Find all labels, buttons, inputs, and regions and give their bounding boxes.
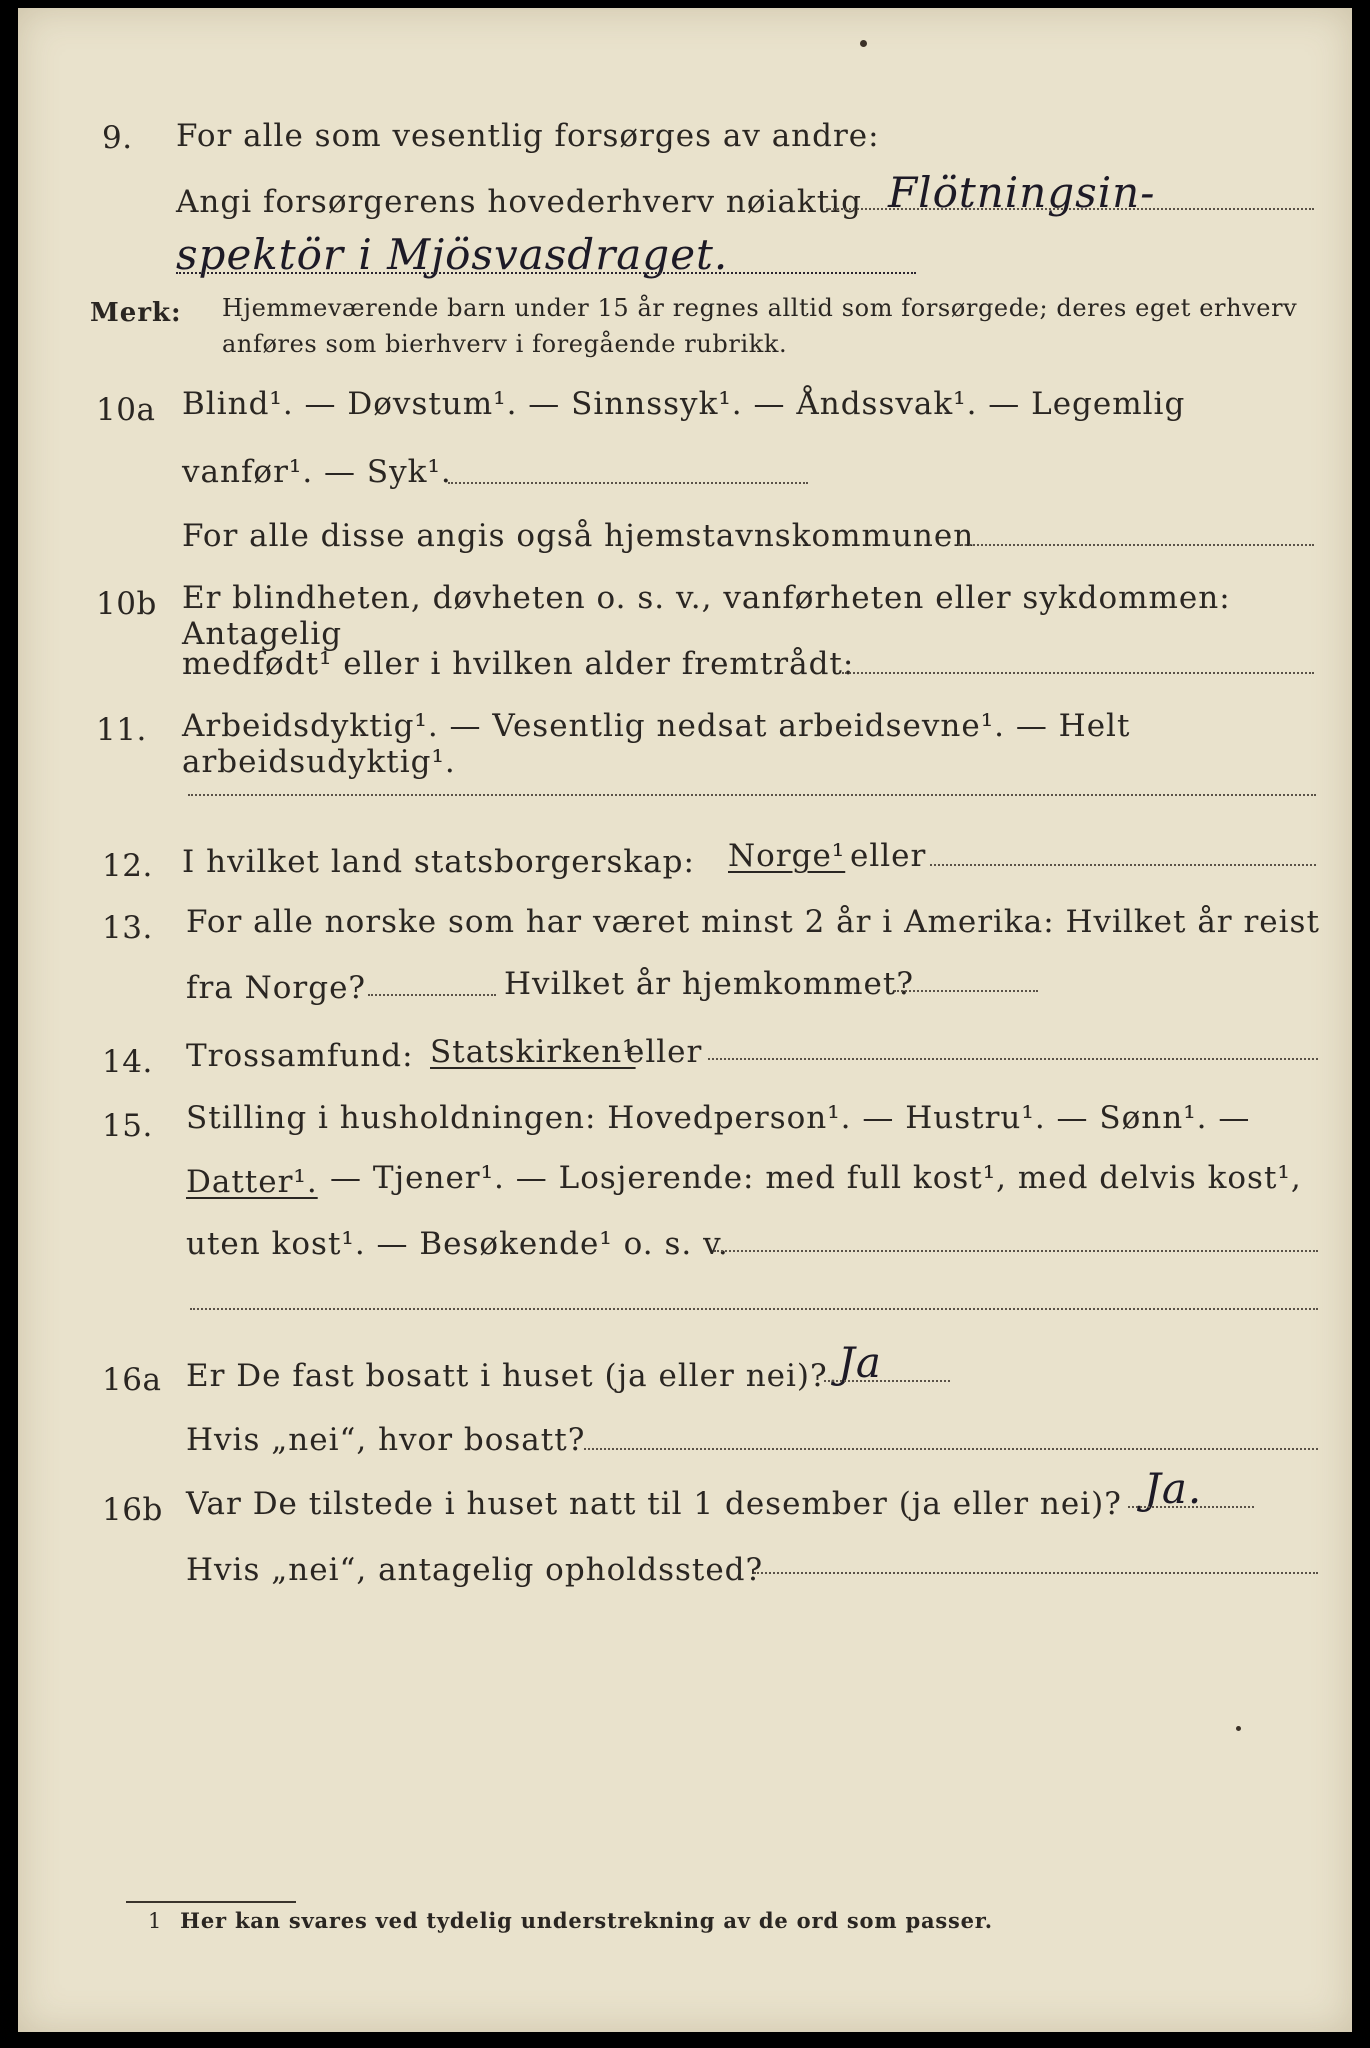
q14-prefix: Trossamfund: (186, 1038, 414, 1074)
q16a-blank (824, 1380, 950, 1382)
q12-number: 12. (102, 848, 153, 884)
q10a-line3: For alle disse angis også hjemstavnskommunen (182, 518, 975, 554)
q9-handwritten-answer-1: Flötningsin- (888, 168, 1156, 217)
q14-number: 14. (102, 1044, 153, 1080)
q10b-line2: medfødt¹ eller i hvilken alder fremtrådt: (182, 646, 855, 682)
q10a-line2-blank (448, 482, 808, 484)
q14-underlined-statskirken: Statskirken¹ (430, 1034, 636, 1070)
q9-number: 9. (102, 120, 133, 156)
footnote-text: Her kan svares ved tydelig understrekning av de ord som passer. (180, 1908, 993, 1933)
ink-speck (860, 40, 867, 47)
footnote-rule (126, 1901, 296, 1903)
footnote-marker: 1 (148, 1909, 163, 1933)
q10a-line2: vanfør¹. — Syk¹. (182, 454, 452, 490)
q13-line2a: fra Norge? (186, 970, 367, 1006)
q13-number: 13. (102, 910, 153, 946)
q15-underlined-datter: Datter¹. (186, 1164, 318, 1200)
q15-number: 15. (102, 1108, 153, 1144)
merk-label: Merk: (90, 298, 182, 328)
q15-line3-blank (714, 1250, 1318, 1252)
merk-line1: Hjemmeværende barn under 15 år regnes alltid som forsørgede; deres eget erhverv (222, 294, 1298, 322)
q16a-handwritten-answer: Ja (838, 1338, 882, 1387)
q16b-blank (1128, 1506, 1254, 1508)
q11-number: 11. (96, 712, 147, 748)
q14-suffix: eller (626, 1034, 703, 1070)
q9-line2: Angi forsørgerens hovederhverv nøiaktig (176, 184, 862, 220)
q11-blank (188, 794, 1316, 796)
q11-line1: Arbeidsdyktig¹. — Vesentlig nedsat arbeidsevne¹. — Helt arbeidsudyktig¹. (182, 708, 1131, 780)
q16b-line2-blank (754, 1572, 1318, 1574)
q16a-number: 16a (102, 1362, 162, 1398)
q13-reist-blank (368, 994, 496, 996)
q10b-line1: Er blindheten, døvheten o. s. v., vanførheten eller sykdommen: Antagelig (182, 580, 1231, 652)
q13-line2b: Hvilket år hjemkommet? (504, 966, 914, 1002)
q12-underlined-norge: Norge¹ (728, 838, 846, 874)
q10a-number: 10a (96, 392, 156, 428)
q10a-line1: Blind¹. — Døvstum¹. — Sinnssyk¹. — Åndssvak¹. — Legemlig (182, 386, 1186, 422)
q15-extra-blank (190, 1308, 1318, 1310)
q10b-line2-blank (842, 672, 1314, 674)
q16b-number: 16b (102, 1492, 163, 1528)
q15-line3: uten kost¹. — Besøkende¹ o. s. v. (186, 1226, 729, 1262)
q13-hjemkommet-blank (894, 990, 1038, 992)
merk-line2: anføres som bierhverv i foregående rubrikk. (222, 330, 788, 358)
q16a-line2-blank (584, 1448, 1318, 1450)
q9-line1: For alle som vesentlig forsørges av andre: (176, 118, 880, 154)
q15-line2: — Tjener¹. — Losjerende: med full kost¹, med delvis kost¹, (330, 1160, 1302, 1196)
q14-blank (708, 1058, 1318, 1060)
q16b-line2: Hvis „nei“, antagelig opholdssted? (186, 1552, 764, 1588)
ink-speck (1236, 1726, 1241, 1731)
q15-line1: Stilling i husholdningen: Hovedperson¹. — Hustru¹. — Sønn¹. — (186, 1100, 1251, 1136)
q16a-line2: Hvis „nei“, hvor bosatt? (186, 1422, 586, 1458)
q10b-number: 10b (96, 586, 157, 622)
q9-answer-line2 (176, 272, 916, 274)
census-form-page (18, 8, 1352, 2032)
q12-prefix: I hvilket land statsborgerskap: (182, 844, 695, 880)
q16b-line1: Var De tilstede i huset natt til 1 desember (ja eller nei)? (186, 1486, 1122, 1522)
footnote (148, 1908, 993, 1933)
q10a-line3-blank (958, 544, 1314, 546)
q12-suffix: eller (850, 838, 927, 874)
q16a-line1: Er De fast bosatt i huset (ja eller nei)? (186, 1358, 828, 1394)
q13-line1: For alle norske som har været minst 2 år i Amerika: Hvilket år reist (186, 904, 1320, 940)
q16b-handwritten-answer: Ja. (1144, 1464, 1203, 1513)
q12-blank (930, 864, 1316, 866)
q9-handwritten-answer-2: spektör i Mjösvasdraget. (176, 230, 729, 279)
